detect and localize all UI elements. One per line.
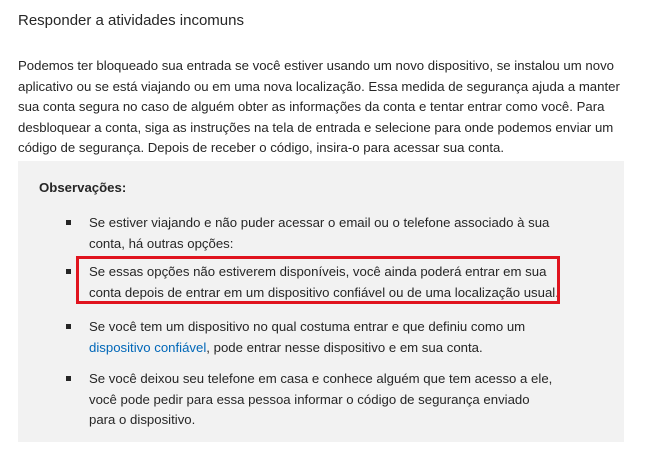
bullet-icon: [66, 376, 71, 381]
note-text-before: Se você tem um dispositivo no qual costuma entrar e que definiu como um: [89, 319, 526, 334]
note-text: Se você deixou seu telefone em casa e conhece alguém que tem acesso a ele, você pode pedir para essa pessoa informar o código de segurança enviado para o dispositivo.: [89, 371, 553, 427]
trusted-device-link[interactable]: dispositivo confiável: [89, 339, 207, 355]
note-text: [89, 317, 559, 358]
note-text-after: , pode entrar nesse dispositivo e em sua conta.: [206, 339, 483, 355]
intro-paragraph: Podemos ter bloqueado sua entrada se você estiver usando um novo dispositivo, se instalou um novo aplicativo ou se está viajando ou em uma nova localização. Essa medida de segurança ajuda a manter sua conta segura no caso de alguém obter as informações da conta e tentar entrar como você. Para desbloquear a conta, siga as instruções na tela de entrada e selecione para onde podemos enviar um código de segurança. Depois de receber o código, insira-o para acessar sua conta.: [18, 58, 620, 155]
bullet-icon: [66, 269, 71, 274]
section-heading: Responder a atividades incomuns: [18, 12, 244, 29]
notes-box: [18, 161, 624, 442]
bullet-icon: [66, 220, 71, 225]
note-text: Se estiver viajando e não puder acessar o email ou o telefone associado à sua conta, há outras opções:: [89, 215, 550, 251]
highlight-frame: [76, 256, 560, 304]
note-text: Se essas opções não estiverem disponíveis, você ainda poderá entrar em sua conta depois de entrar em um dispositivo confiável ou de uma localização usual.: [89, 264, 559, 300]
bullet-icon: [66, 324, 71, 329]
notes-title: Observações:: [39, 180, 127, 195]
